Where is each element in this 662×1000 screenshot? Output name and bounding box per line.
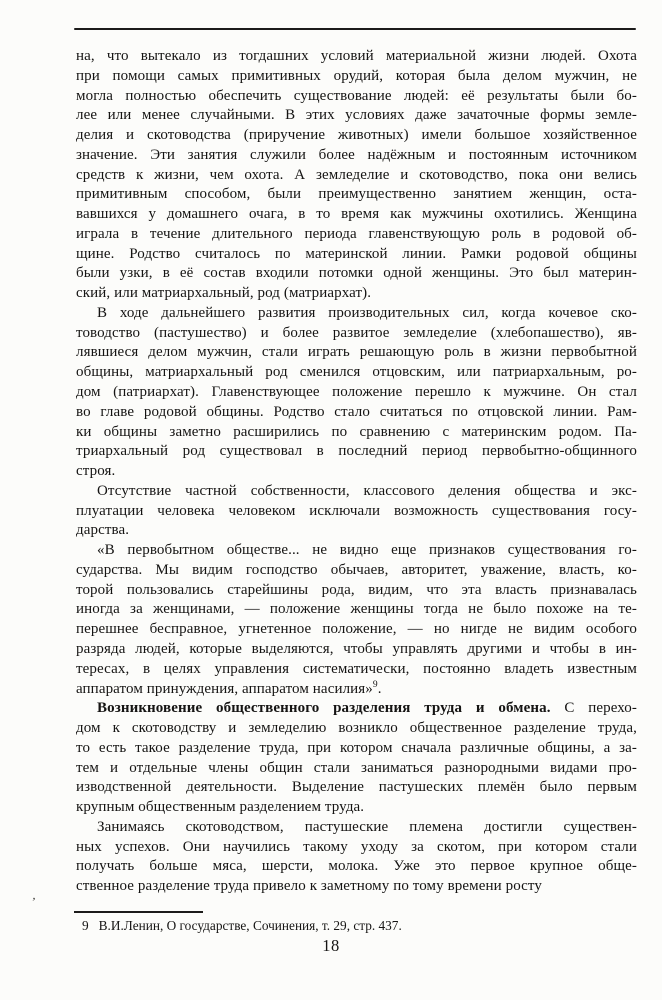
paragraph: [76, 699, 637, 818]
text-line: лявшиеся делом мужчин, стали играть решающую роль в жизни первобытной: [76, 344, 637, 361]
text-line: во главе родовой общины. Родство стало считаться по отцовской линии. Рам-: [76, 403, 637, 420]
text-line: товодство (пастушество) и более развитое земледелие (хлебопашество), яв-: [76, 324, 637, 341]
text-line: получать больше мяса, шерсти, молока. Уже это первое крупное обще-: [76, 858, 637, 875]
text-line: перешнее бесправное, угнетенное положение, — но нигде не видим особого: [76, 621, 637, 638]
text-line: то есть такое разделение труда, при котором сначала различные общины, а за-: [76, 739, 637, 756]
text-line: «В первобытном обществе... не видно еще признаков существования го-: [97, 542, 637, 559]
text-line: аппаратом принуждения, аппаратом насилия»$^9$.: [76, 679, 382, 697]
text-line: плуатации человека человеком исключали возможность существования госу-: [76, 502, 637, 519]
text-line: на, что вытекало из тогдашних условий материальной жизни людей. Охота: [76, 48, 637, 64]
footnote-rule: [74, 911, 203, 913]
paragraph: [76, 482, 637, 541]
paragraph: [76, 47, 637, 304]
header-rule: [74, 28, 636, 30]
text-line: тем и отдельные члены общин стали заниматься разнородными видами про-: [76, 759, 637, 776]
text-line: Возникновение общественного разделения труда и обмена. С перехо-: [97, 700, 637, 717]
text-line: сударства. Мы видим господство обычаев, авторитет, уважение, власть, ко-: [76, 561, 637, 578]
footnote: [82, 917, 630, 934]
text-line: Отсутствие частной собственности, классового деления общества и экс-: [97, 482, 637, 499]
text-line: дом к скотоводству и земледелию возникло общественное разделение труда,: [76, 720, 637, 737]
text-line: иногда за женщинами, — положение женщины тогда не было похоже на те-: [76, 601, 637, 618]
text-line: ки общины заметно расширились по сравнению с материнским родом. Па-: [76, 423, 637, 440]
text-line: ных успехов. Они научились такому уходу за скотом, при котором стали: [76, 838, 637, 855]
paragraph: [76, 304, 637, 482]
text-line: торой пользовались старейшины рода, видим, что эта власть признавалась: [76, 581, 637, 598]
text-line: делия и скотоводства (приручение животных) имели большое хозяйственное: [76, 127, 637, 144]
text-line: В ходе дальнейшего развития производительных сил, когда кочевое ско-: [97, 304, 637, 321]
body-text-block: [76, 47, 637, 897]
text-line: значение. Эти занятия служили более надёжным и постоянным источником: [76, 146, 637, 163]
ink-speck: ,: [32, 887, 38, 903]
paragraph: [76, 818, 637, 897]
footnote-marker: 9: [82, 918, 89, 933]
text-line: дом (патриархат). Главенствующее положение перешло к мужчине. Он стал: [76, 384, 637, 401]
text-line: щине. Родство считалось по материнской линии. Рамки родовой общины: [76, 245, 637, 262]
text-line: разряда людей, которые выделяются, чтобы управлять другими и чтобы в ин-: [76, 640, 637, 657]
text-line: ский, или матриархальный, род (матриархат).: [76, 285, 372, 302]
text-line: триархальный род существовал в последний период первобытно-общинного: [76, 443, 637, 460]
text-line: были узки, в её состав входили потомки одной женщины. Это был материн-: [76, 265, 637, 282]
text-line: вавшихся у домашнего очага, в то время как мужчины охотились. Женщина: [76, 206, 637, 223]
text-line: ственное разделение труда привело к заметному по тому времени росту: [76, 878, 542, 895]
text-line: могла полностью обеспечить существование людей: её результаты были бо-: [76, 87, 637, 104]
text-line: примитивным способом, были преимущественно занятием женщин, оста-: [76, 186, 637, 203]
footnote-reference: 9: [372, 679, 378, 690]
footnote-text: В.И.Ленин, О государстве, Сочинения, т. 29, стр. 437.: [98, 918, 402, 933]
text-line: тересах, в целях управления систематически, постоянно владеть известным: [76, 660, 637, 677]
text-line: играла в течение длительного периода главенствующую роль в родовой об-: [76, 225, 637, 242]
paragraph: [76, 541, 637, 699]
text-line: дарства.: [76, 522, 130, 539]
text-line: Занимаясь скотоводством, пастушеские племена достигли существен-: [97, 818, 637, 835]
page-number: 18: [322, 936, 340, 955]
text-line: общины, матриархальный род сменился отцовским, или патриархальным, ро-: [76, 364, 637, 381]
text-line: средств к жизни, чем охота. А земледелие и скотоводство, пока они велись: [76, 166, 637, 183]
text-line: лее или менее случайными. В этих условиях даже зачаточные формы земле-: [76, 107, 637, 124]
text-line: изводственной деятельности. Выделение пастушеских племён было первым: [76, 779, 637, 796]
text-line: крупным общественным разделением труда.: [76, 799, 365, 816]
text-line: строя.: [76, 463, 116, 480]
text-line: при помощи самых примитивных орудий, которая была делом мужчин, не: [76, 67, 637, 84]
bold-lead-in: Возникновение общественного разделения труда и обмена.: [97, 700, 551, 717]
